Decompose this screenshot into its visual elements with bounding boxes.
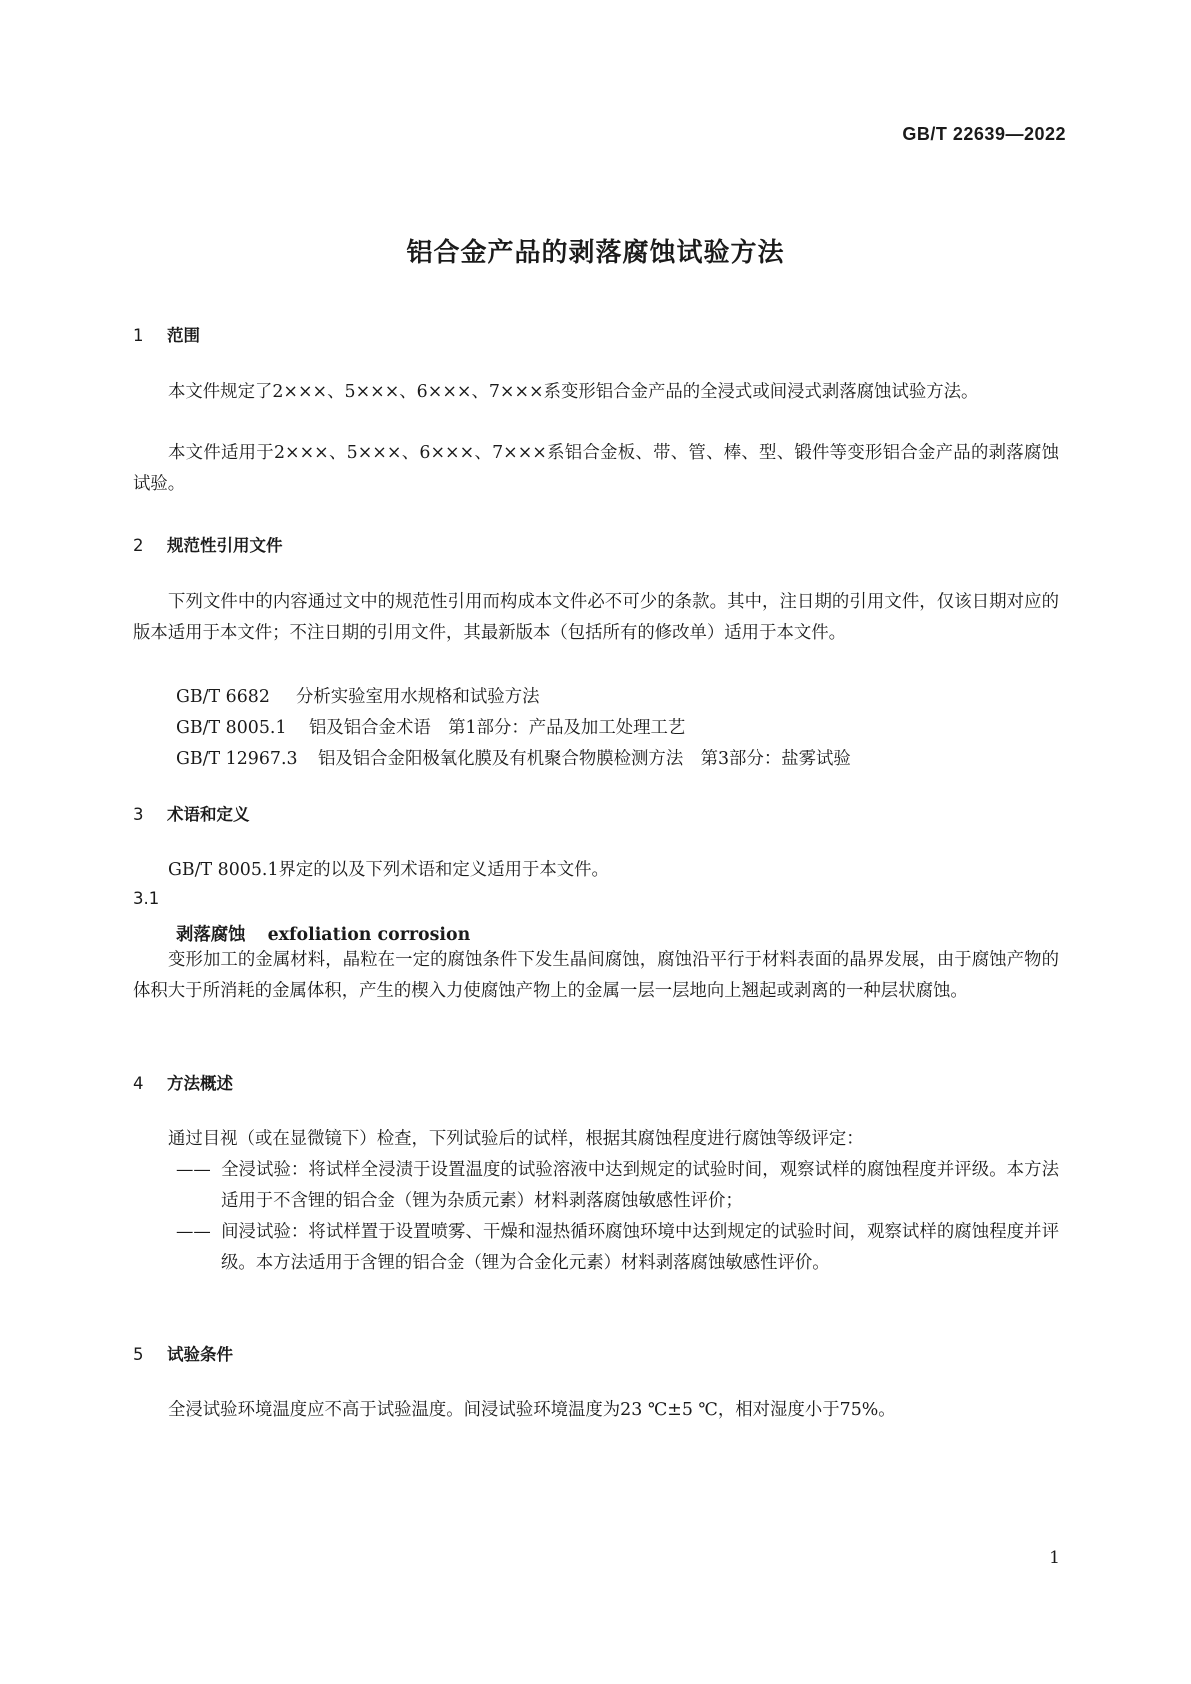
section-number: 2: [133, 536, 144, 555]
subsection-number: 3.1: [133, 889, 160, 908]
section-1-heading: [133, 322, 200, 346]
section-3-paragraph-1: GB/T 8005.1界定的以及下列术语和定义适用于本文件。: [168, 860, 609, 880]
section-number: 3: [133, 805, 144, 824]
reference-item: [176, 682, 539, 707]
term-definition: 变形加工的金属材料，晶粒在一定的腐蚀条件下发生晶间腐蚀，腐蚀沿平行于材料表面的晶界发展，由于腐蚀产物的体积大于所消耗的金属体积，产生的楔入力使腐蚀产物上的金属一层一层地向上翘起或剥离的一种层状腐蚀。: [133, 950, 1059, 1001]
reference-item: [176, 744, 851, 769]
section-number: 4: [133, 1074, 144, 1093]
section-title: 术语和定义: [167, 805, 250, 824]
list-item: [176, 1155, 1059, 1217]
reference-code: GB/T 8005.1: [176, 718, 287, 738]
page-number: 1: [1049, 1548, 1060, 1568]
standard-number: GB/T 22639—2022: [902, 124, 1066, 144]
list-item-text: 全浸试验：将试样全浸渍于设置温度的试验溶液中达到规定的试验时间，观察试样的腐蚀程度并评级。本方法适用于不含锂的铝合金（锂为杂质元素）材料剥落腐蚀敏感性评价；: [221, 1160, 1059, 1211]
reference-name: 分析实验室用水规格和试验方法: [296, 687, 540, 707]
section-1-paragraph-2: 本文件适用于2×××、5×××、6×××、7×××系铝合金板、带、管、棒、型、锻件等变形铝合金产品的剥落腐蚀试验。: [133, 443, 1059, 494]
section-number: 5: [133, 1345, 144, 1364]
term-english: exfoliation corrosion: [267, 925, 471, 945]
dash-marker: ——: [176, 1160, 211, 1180]
section-title: 试验条件: [167, 1345, 233, 1364]
section-title: 规范性引用文件: [167, 536, 283, 555]
reference-name: 铝及铝合金术语 第1部分：产品及加工处理工艺: [309, 718, 686, 738]
section-5-heading: [133, 1341, 233, 1365]
section-title: 范围: [167, 326, 200, 345]
section-title: 方法概述: [167, 1074, 233, 1093]
term-chinese: 剥落腐蚀: [176, 925, 246, 945]
section-4-heading: [133, 1070, 233, 1094]
document-title: 铝合金产品的剥落腐蚀试验方法: [406, 238, 785, 268]
section-1-paragraph-1: 本文件规定了2×××、5×××、6×××、7×××系变形铝合金产品的全浸式或间浸式剥落腐蚀试验方法。: [168, 382, 979, 402]
reference-code: GB/T 6682: [176, 687, 270, 707]
term-entry: [176, 920, 470, 945]
list-item: [176, 1217, 1059, 1279]
list-item-text: 间浸试验：将试样置于设置喷雾、干燥和湿热循环腐蚀环境中达到规定的试验时间，观察试样的腐蚀程度并评级。本方法适用于含锂的铝合金（锂为合金化元素）材料剥落腐蚀敏感性评价。: [221, 1222, 1059, 1273]
section-3-heading: [133, 801, 250, 825]
reference-code: GB/T 12967.3: [176, 749, 298, 769]
section-5-paragraph-1: 全浸试验环境温度应不高于试验温度。间浸试验环境温度为23 ℃±5 ℃，相对湿度小于75%。: [168, 1400, 896, 1420]
dash-marker: ——: [176, 1222, 211, 1242]
section-2-heading: [133, 532, 283, 556]
reference-item: [176, 713, 685, 738]
section-4-paragraph-1: 通过目视（或在显微镜下）检查，下列试验后的试样，根据其腐蚀程度进行腐蚀等级评定：: [168, 1129, 864, 1149]
section-2-paragraph-1: 下列文件中的内容通过文中的规范性引用而构成本文件必不可少的条款。其中，注日期的引用文件，仅该日期对应的版本适用于本文件；不注日期的引用文件，其最新版本（包括所有的修改单）适用于本文件。: [133, 592, 1059, 643]
reference-name: 铝及铝合金阳极氧化膜及有机聚合物膜检测方法 第3部分：盐雾试验: [318, 749, 851, 769]
section-number: 1: [133, 326, 144, 345]
